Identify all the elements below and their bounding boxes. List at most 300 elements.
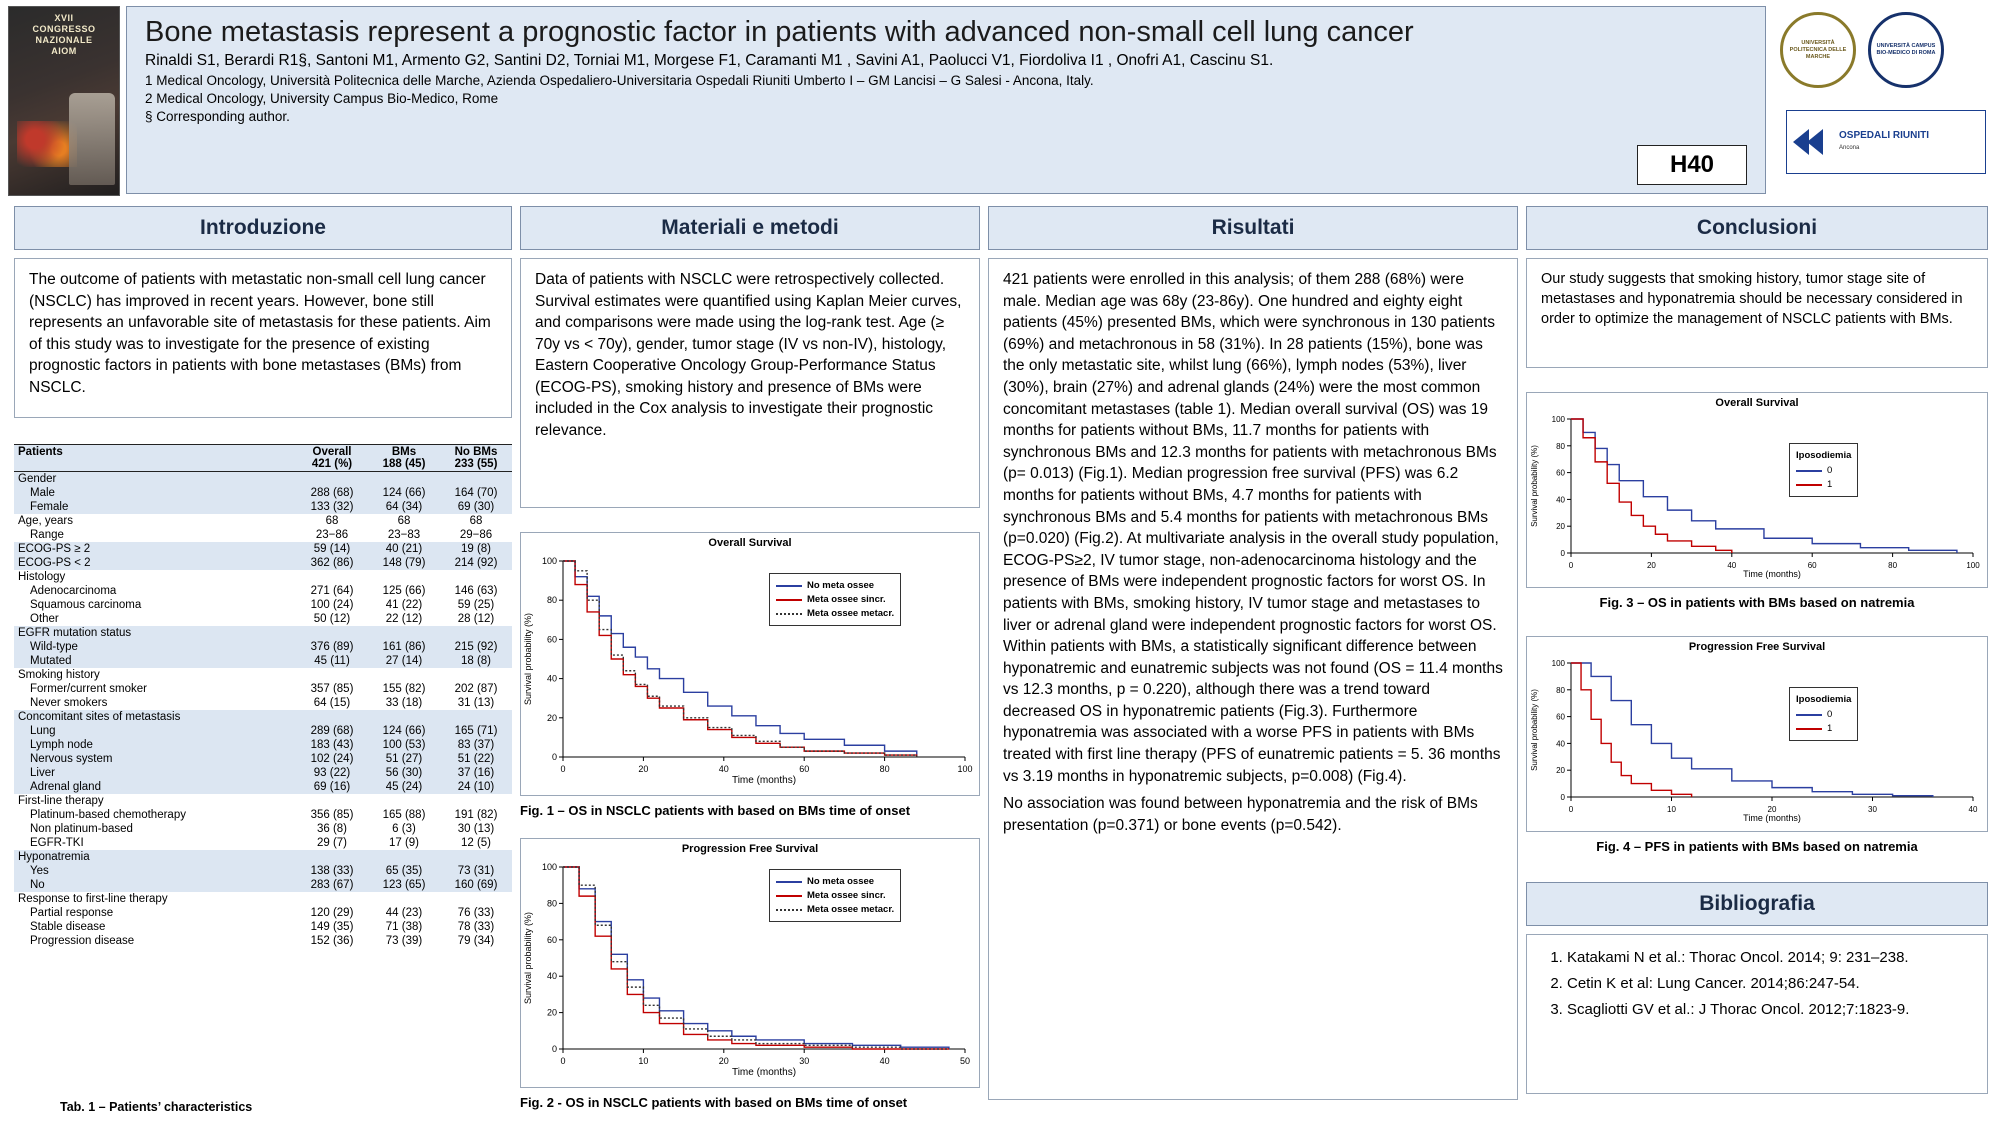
patients-characteristics-table: [14, 444, 512, 948]
table-cell: 27 (14): [385, 655, 423, 667]
table-cell: 30 (13): [457, 823, 495, 835]
section-header-risultati: Risultati: [988, 206, 1518, 250]
svg-text:40: 40: [879, 1056, 890, 1066]
svg-text:80: 80: [546, 898, 557, 909]
table-cell: 23−83: [387, 529, 421, 541]
figure-3-legend: [1789, 443, 1858, 497]
abstract-number-badge: H40: [1637, 145, 1747, 185]
table-col-patients: Patients: [18, 446, 63, 458]
svg-text:40: 40: [546, 673, 557, 684]
table-cell: 59 (25): [457, 599, 495, 611]
svg-text:20: 20: [638, 764, 649, 774]
figure-3-caption: Fig. 3 – OS in patients with BMs based on natremia: [1599, 595, 1915, 610]
table-cell: [440, 472, 512, 487]
figure-4-legend: [1789, 687, 1858, 741]
table-1: [14, 444, 512, 948]
table-row: [14, 486, 512, 500]
svg-text:50: 50: [959, 1056, 971, 1066]
table-cell: 148 (79): [382, 557, 426, 569]
figure-1-caption: Fig. 1 – OS in NSCLC patients with based on BMs time of onset: [520, 803, 911, 818]
table-cell: 37 (16): [457, 767, 495, 779]
table-cell: 83 (37): [457, 739, 495, 751]
svg-text:Survival probability (%): Survival probability (%): [1530, 689, 1539, 771]
svg-text:60: 60: [546, 934, 557, 945]
table-row-label: Non platinum-based: [30, 823, 133, 835]
svg-text:100: 100: [541, 862, 557, 872]
svg-text:20: 20: [546, 712, 557, 723]
table-cell: 288 (68): [310, 487, 354, 499]
table-cell: 50 (12): [313, 613, 351, 625]
svg-text:0: 0: [551, 752, 557, 762]
svg-text:40: 40: [546, 971, 557, 982]
table-row: [14, 542, 512, 556]
table-row-label: Smoking history: [18, 669, 100, 681]
table-row-label: Never smokers: [30, 697, 108, 709]
table-cell: 73 (31): [457, 865, 495, 877]
table-cell: 124 (66): [382, 487, 426, 499]
table-cell: 56 (30): [385, 767, 423, 779]
table-cell: 146 (63): [454, 585, 498, 597]
table-row-label: Range: [30, 529, 64, 541]
table-cell: [440, 668, 512, 682]
table-row-label: Gender: [18, 473, 57, 485]
table-cell: [440, 710, 512, 724]
table-row-label: Adenocarcinoma: [30, 585, 117, 597]
table-cell: [440, 794, 512, 808]
table-row-label: Partial response: [30, 907, 114, 919]
table-row: [14, 514, 512, 528]
table-row-label: Male: [30, 487, 55, 499]
table-cell: [296, 626, 368, 640]
figure-3: [1526, 392, 1988, 588]
table-cell: [440, 850, 512, 864]
table-row: [14, 584, 512, 598]
decorative-figure: [69, 93, 115, 185]
figure-2-legend-item-1: Meta ossee sincr.: [807, 890, 886, 901]
table-row-label: Adrenal gland: [30, 781, 101, 793]
table-row-label: Female: [30, 501, 69, 513]
svg-text:30: 30: [799, 1056, 810, 1066]
table-row-label: Progression disease: [30, 935, 135, 947]
table-row-label: Squamous carcinoma: [30, 599, 142, 611]
svg-text:Time (months): Time (months): [1743, 813, 1801, 823]
conclusioni-panel: [1526, 258, 1988, 368]
figure-2-legend: [769, 869, 901, 922]
table-row: [14, 472, 512, 487]
table-row: [14, 626, 512, 640]
ospedali-riuniti-logo-text: OSPEDALI RIUNITI: [1839, 130, 1930, 141]
table-row-label: Mutated: [30, 655, 72, 667]
table-row-label: Platinum-based chemotherapy: [30, 809, 186, 821]
table-row-label: Former/current smoker: [30, 683, 147, 695]
section-header-introduzione: Introduzione: [14, 206, 512, 250]
table-1-caption: Tab. 1 – Patients’ characteristics: [60, 1100, 253, 1114]
table-cell: 64 (34): [385, 501, 423, 513]
svg-text:100: 100: [957, 764, 973, 774]
introduzione-panel: [14, 258, 512, 418]
svg-text:60: 60: [1807, 561, 1817, 570]
table-row: [14, 556, 512, 570]
figure-2-plot: [521, 855, 979, 1079]
table-cell: 40 (21): [385, 543, 423, 555]
svg-text:40: 40: [1968, 805, 1978, 814]
affiliation-2: 2 Medical Oncology, University Campus Bio-Medico, Rome: [145, 91, 499, 106]
table-cell: 51 (22): [457, 753, 495, 765]
figure-3-legend-title: Iposodiemia: [1796, 450, 1852, 461]
svg-text:20: 20: [1556, 766, 1565, 776]
table-row: [14, 668, 512, 682]
conclusioni-text: Our study suggests that smoking history, tumor stage site of metastases and hyponatremia should be necessary considered in order to optimize the management of NSCLC patients with BMs.: [1541, 271, 1963, 327]
table-row-label: Response to first-line therapy: [18, 893, 168, 905]
table-cell: 125 (66): [382, 585, 426, 597]
ospedali-riuniti-logo-sub: Ancona: [1839, 145, 1860, 151]
svg-text:40: 40: [1556, 495, 1565, 505]
table-row: [14, 598, 512, 612]
table-cell: 214 (92): [454, 557, 498, 569]
table-row-label: Lymph node: [30, 739, 93, 751]
campus-biomedico-logo-icon: [1868, 12, 1944, 88]
svg-text:Survival probability (%): Survival probability (%): [1530, 445, 1539, 527]
table-cell: 100 (53): [382, 739, 426, 751]
svg-text:0: 0: [560, 764, 566, 774]
table-cell: [296, 668, 368, 682]
table-row: [14, 752, 512, 766]
svg-text:100: 100: [1551, 659, 1565, 668]
table-cell: 45 (11): [314, 655, 350, 667]
bibliografia-item: 3. Scagliotti GV et al.: J Thorac Oncol. 2012;7:1823-9.: [1567, 999, 1973, 1021]
svg-text:80: 80: [1888, 561, 1898, 570]
table-cell: 161 (86): [382, 641, 426, 653]
bibliografia-item: 1. Katakami N et al.: Thorac Oncol. 2014; 9: 231–238.: [1567, 947, 1973, 969]
table-cell: 271 (64): [310, 585, 354, 597]
figure-1-plot: [521, 549, 979, 787]
table-cell: 73 (39): [385, 935, 423, 947]
table-cell: 19 (8): [460, 543, 492, 555]
table-row: [14, 640, 512, 654]
svg-text:Survival probability (%): Survival probability (%): [523, 612, 533, 706]
corresponding-author-note: § Corresponding author.: [145, 109, 290, 124]
figure-2-legend-item-2: Meta ossee metacr.: [807, 904, 895, 915]
bibliografia-item: 2. Cetin K et al: Lung Cancer. 2014;86:247-54.: [1567, 973, 1973, 995]
table-row: [14, 570, 512, 584]
table-cell: 68: [469, 515, 483, 527]
figure-4-title: Progression Free Survival: [1688, 641, 1826, 653]
figure-4-plot: [1527, 653, 1987, 825]
risultati-paragraph-1: 421 patients were enrolled in this analysis; of them 288 (68%) were male. Median age was 68y (23-86y). One hundred and eighty eight patients (45%) presented BMs, which were synchronous in 130 patients (69%) and metachronous in 58 (31%). In 28 patients (15%), bone was the only metastatic site, whilst lung (66%), lymph nodes (53%), liver (30%), brain (27%) and adrenal glands (24%) were the most common concomitant metastases (table 1). Median overall survival (OS) was 19 months for patients without BMs, 11.7 months for patients with synchronous BMs and 12.3 months for patients with metachronous BMs (p= 0.013) (Fig.1). Median progression free survival (PFS) was 6.2 months for patients without BMs, 4.7 months for patients with synchronous BMs and 5.4 months for patients with metachronous BMs (p=0.020) (Fig.2). At multivariate analysis in the overall study population, ECOG-PS≥2, IV tumor stage, non-adenocarcinoma histology and the presence of BMs were independent prognostic factors for worst OS. In patients with BMs, smoking history, IV tumor stage and metastases to liver or adrenal gland were independent prognostic factors for worst OS. Within patients with BMs, a statistically significant difference between hyponatremic and eunatremic subjects was not found (OS = 11.4 months vs 12.3 months, p = 0.220), although there was a trend toward decreased OS in hyponatremic patients (Fig.3). Furthermore hyponatremia was associated with a worse PFS in patients with BMs treated with first line therapy (PFS of eunatremic patients = 5. 36 months vs 3.19 months in hyponatremic subjects, p=0.008) (Fig.4).: [1003, 271, 1503, 785]
table-cell: 31 (13): [457, 697, 495, 709]
figure-1-legend-item-2: Meta ossee metacr.: [807, 608, 895, 619]
svg-text:20: 20: [1646, 561, 1656, 570]
table-row-label: ECOG-PS ≥ 2: [18, 543, 91, 555]
table-row-label: Lung: [30, 725, 56, 737]
table-row: [14, 794, 512, 808]
table-row-label: Yes: [30, 865, 49, 877]
table-cell: 362 (86): [310, 557, 354, 569]
table-row: [14, 808, 512, 822]
univpm-logo-text: UNIVERSITÀ POLITECNICA DELLE MARCHE: [1789, 39, 1847, 60]
table-cell: 123 (65): [382, 879, 426, 891]
table-cell: 12 (5): [460, 837, 492, 849]
table-cell: 183 (43): [310, 739, 354, 751]
svg-text:60: 60: [1556, 468, 1565, 478]
table-cell: 155 (82): [382, 683, 426, 695]
table-cell: 215 (92): [454, 641, 498, 653]
table-cell: 23−86: [315, 529, 349, 541]
bibliografia-list: [1541, 947, 1973, 1021]
table-row: [14, 906, 512, 920]
table-row: [14, 934, 512, 948]
campus-biomedico-logo-text: UNIVERSITÀ CAMPUS BIO-MEDICO DI ROMA: [1876, 43, 1936, 56]
congress-poster-image: [8, 6, 120, 196]
table-cell: [368, 626, 440, 640]
table-col-nobms: No BMs 233 (55): [454, 446, 498, 470]
table-cell: 68: [325, 515, 339, 527]
figure-3-legend-item-1: 1: [1827, 479, 1833, 490]
table-row-label: Nervous system: [30, 753, 113, 765]
table-row-label: Wild-type: [30, 641, 78, 653]
figure-3-legend-item-0: 0: [1827, 465, 1833, 476]
table-cell: 79 (34): [457, 935, 495, 947]
table-row-label: First-line therapy: [18, 795, 104, 807]
table-col-bms: BMs 188 (45): [382, 446, 426, 470]
table-cell: 24 (10): [457, 781, 495, 793]
table-cell: 133 (32): [310, 501, 354, 513]
table-cell: 29 (7): [316, 837, 348, 849]
figure-1-title: Overall Survival: [708, 537, 792, 549]
figure-3-plot: [1527, 409, 1987, 581]
table-cell: 376 (89): [310, 641, 354, 653]
table-cell: 59 (14): [313, 543, 351, 555]
congress-logo-line3: NAZIONALE: [35, 35, 93, 45]
table-cell: 51 (27): [385, 753, 423, 765]
svg-text:20: 20: [1767, 805, 1777, 814]
svg-text:100: 100: [541, 556, 557, 566]
table-row: [14, 878, 512, 892]
svg-text:40: 40: [1727, 561, 1737, 570]
svg-text:80: 80: [1556, 441, 1565, 451]
table-row: [14, 850, 512, 864]
poster-header: [8, 6, 1992, 196]
svg-text:30: 30: [1868, 805, 1877, 814]
figure-2: [520, 838, 980, 1088]
figure-3-title: Overall Survival: [1715, 397, 1799, 409]
table-row: [14, 738, 512, 752]
table-cell: 22 (12): [385, 613, 423, 625]
table-cell: 102 (24): [310, 753, 354, 765]
svg-text:60: 60: [546, 634, 557, 645]
table-row: [14, 766, 512, 780]
svg-text:0: 0: [551, 1044, 557, 1054]
figure-2-legend-item-0: No meta ossee: [807, 876, 875, 887]
table-cell: 165 (71): [454, 725, 498, 737]
table-row: [14, 822, 512, 836]
svg-text:80: 80: [879, 764, 890, 774]
table-row-label: Concomitant sites of metastasis: [18, 711, 181, 723]
figure-4-caption: Fig. 4 – PFS in patients with BMs based on natremia: [1596, 839, 1918, 854]
table-row: [14, 864, 512, 878]
section-header-bibliografia: Bibliografia: [1526, 882, 1988, 926]
title-block: [126, 6, 1766, 194]
bibliografia-panel: [1526, 934, 1988, 1094]
table-row: [14, 724, 512, 738]
page-title: Bone metastasis represent a prognostic factor in patients with advanced non-small cell lung cancer: [145, 16, 1414, 48]
section-header-materiali: Materiali e metodi: [520, 206, 980, 250]
table-cell: 138 (33): [310, 865, 354, 877]
svg-text:40: 40: [1556, 739, 1565, 749]
table-cell: 36 (8): [316, 823, 348, 835]
table-row-label: Other: [30, 613, 59, 625]
table-cell: 93 (22): [313, 767, 351, 779]
table-row: [14, 710, 512, 724]
table-cell: 44 (23): [385, 907, 423, 919]
figure-4-legend-item-0: 0: [1827, 709, 1833, 720]
table-cell: 164 (70): [454, 487, 498, 499]
table-cell: 65 (35): [385, 865, 423, 877]
decorative-splash: [17, 121, 77, 167]
table-cell: [368, 794, 440, 808]
table-cell: [296, 570, 368, 584]
table-cell: 29−86: [459, 529, 493, 541]
congress-logo-line4: AIOM: [51, 46, 77, 56]
author-list: Rinaldi S1, Berardi R1§, Santoni M1, Armento G2, Santini D2, Torniai M1, Morgese F1, Caramanti M1 , Savini A1, Paolucci V1, Fiordoliva I1 , Onofri A1, Cascinu S1.: [145, 52, 1274, 69]
table-cell: [296, 892, 368, 906]
table-cell: 165 (88): [382, 809, 426, 821]
table-cell: 17 (9): [388, 837, 420, 849]
table-row: [14, 612, 512, 626]
table-cell: [368, 710, 440, 724]
figure-4-legend-title: Iposodiemia: [1796, 694, 1852, 705]
table-row: [14, 920, 512, 934]
svg-text:40: 40: [718, 764, 729, 774]
congress-logo-line1: XVII: [54, 13, 74, 23]
risultati-paragraph-2: No association was found between hyponatremia and the risk of BMs presentation (p=0.371) or bone events (p=0.542).: [1003, 795, 1478, 834]
table-col-overall: Overall 421 (%): [311, 446, 353, 470]
svg-text:Time (months): Time (months): [731, 1067, 797, 1078]
table-cell: [296, 710, 368, 724]
table-cell: 357 (85): [310, 683, 354, 695]
table-cell: 191 (82): [454, 809, 498, 821]
univpm-logo-icon: [1780, 12, 1856, 88]
affiliation-1: 1 Medical Oncology, Università Politecnica delle Marche, Azienda Ospedaliero-Universitaria Ospedali Riuniti Umberto I – GM Lancisi – G Salesi - Ancona, Italy.: [145, 73, 1094, 88]
table-row: [14, 836, 512, 850]
table-cell: 68: [397, 515, 411, 527]
introduzione-text: The outcome of patients with metastatic non-small cell lung cancer (NSCLC) has improved in recent years. However, bone still represents an unfavorable site of metastasis for these patients. Aim of this study was to investigate for the presence of existing prognostic factors in patients with bone metastases (BMs) from NSCLC.: [29, 271, 491, 396]
svg-text:Survival probability (%): Survival probability (%): [523, 911, 533, 1005]
congress-logo-line2: CONGRESSO: [32, 24, 96, 34]
svg-text:0: 0: [1560, 549, 1565, 558]
table-row: [14, 654, 512, 668]
svg-text:80: 80: [1556, 685, 1565, 695]
table-cell: 283 (67): [310, 879, 354, 891]
table-cell: [368, 850, 440, 864]
table-row-label: Hyponatremia: [18, 851, 90, 863]
table-row: [14, 528, 512, 542]
table-cell: 33 (18): [385, 697, 423, 709]
figure-1-legend: [769, 573, 901, 626]
table-cell: 120 (29): [310, 907, 354, 919]
table-cell: [440, 626, 512, 640]
table-cell: 78 (33): [457, 921, 495, 933]
table-row: [14, 500, 512, 514]
figure-2-title: Progression Free Survival: [681, 843, 819, 855]
table-cell: 160 (69): [454, 879, 498, 891]
section-header-conclusioni: Conclusioni: [1526, 206, 1988, 250]
svg-text:0: 0: [1560, 793, 1565, 802]
svg-text:10: 10: [1667, 805, 1676, 814]
risultati-panel: [988, 258, 1518, 1100]
figure-4: [1526, 636, 1988, 832]
table-cell: [440, 892, 512, 906]
table-cell: 356 (85): [310, 809, 354, 821]
svg-text:Time (months): Time (months): [731, 775, 797, 786]
table-cell: 124 (66): [382, 725, 426, 737]
table-cell: 18 (8): [460, 655, 492, 667]
table-row: [14, 892, 512, 906]
svg-text:80: 80: [546, 595, 557, 606]
table-cell: [296, 794, 368, 808]
figure-2-caption: Fig. 2 - OS in NSCLC patients with based on BMs time of onset: [520, 1095, 908, 1110]
svg-text:20: 20: [1556, 522, 1565, 532]
svg-text:0: 0: [560, 1056, 566, 1066]
table-cell: [368, 668, 440, 682]
ospedali-riuniti-logo-icon: [1786, 110, 1986, 174]
table-cell: 69 (16): [313, 781, 351, 793]
svg-text:60: 60: [799, 764, 810, 774]
svg-text:Time (months): Time (months): [1743, 569, 1801, 579]
table-cell: 202 (87): [454, 683, 498, 695]
table-cell: [440, 570, 512, 584]
table-row-label: Liver: [30, 767, 55, 779]
table-cell: 76 (33): [457, 907, 495, 919]
table-cell: [368, 472, 440, 487]
table-row-label: EGFR-TKI: [30, 837, 84, 849]
table-row-label: Histology: [18, 571, 66, 583]
table-row-label: No: [30, 879, 45, 891]
figure-1-legend-item-0: No meta ossee: [807, 580, 875, 591]
table-cell: [368, 892, 440, 906]
table-cell: 41 (22): [385, 599, 423, 611]
table-cell: 28 (12): [457, 613, 495, 625]
svg-text:0: 0: [1568, 561, 1574, 570]
svg-text:100: 100: [1551, 415, 1565, 424]
table-cell: 152 (36): [310, 935, 354, 947]
svg-text:10: 10: [638, 1056, 649, 1066]
table-row-label: Stable disease: [30, 921, 106, 933]
chevron-left-icon: [1793, 125, 1833, 159]
table-cell: [296, 850, 368, 864]
table-row-label: ECOG-PS < 2: [18, 557, 91, 569]
table-cell: [368, 570, 440, 584]
figure-1-legend-item-1: Meta ossee sincr.: [807, 594, 886, 605]
materiali-panel: [520, 258, 980, 508]
materiali-text: Data of patients with NSCLC were retrospectively collected. Survival estimates were quantified using Kaplan Meier curves, and comparisons were made using the log-rank test. Age (≥ 70y vs < 70y), gender, tumor stage (IV vs non-IV), histology, Eastern Cooperative Oncology Group-Performance Status (ECOG-PS), smoking history and presence of BMs were included in the Cox analysis to investigate their prognostic relevance.: [535, 271, 962, 439]
table-cell: [296, 472, 368, 487]
figure-1: [520, 532, 980, 796]
institution-logos: [1776, 6, 2000, 194]
table-cell: 71 (38): [385, 921, 423, 933]
table-row: [14, 696, 512, 710]
table-row: [14, 682, 512, 696]
table-cell: 6 (3): [392, 823, 416, 835]
table-row-label: EGFR mutation status: [18, 627, 132, 639]
table-row-label: Age, years: [18, 515, 73, 527]
table-cell: 289 (68): [310, 725, 354, 737]
svg-text:100: 100: [1966, 561, 1980, 570]
table-row: [14, 780, 512, 794]
svg-text:20: 20: [546, 1007, 557, 1018]
figure-4-legend-item-1: 1: [1827, 723, 1833, 734]
table-cell: 45 (24): [385, 781, 423, 793]
